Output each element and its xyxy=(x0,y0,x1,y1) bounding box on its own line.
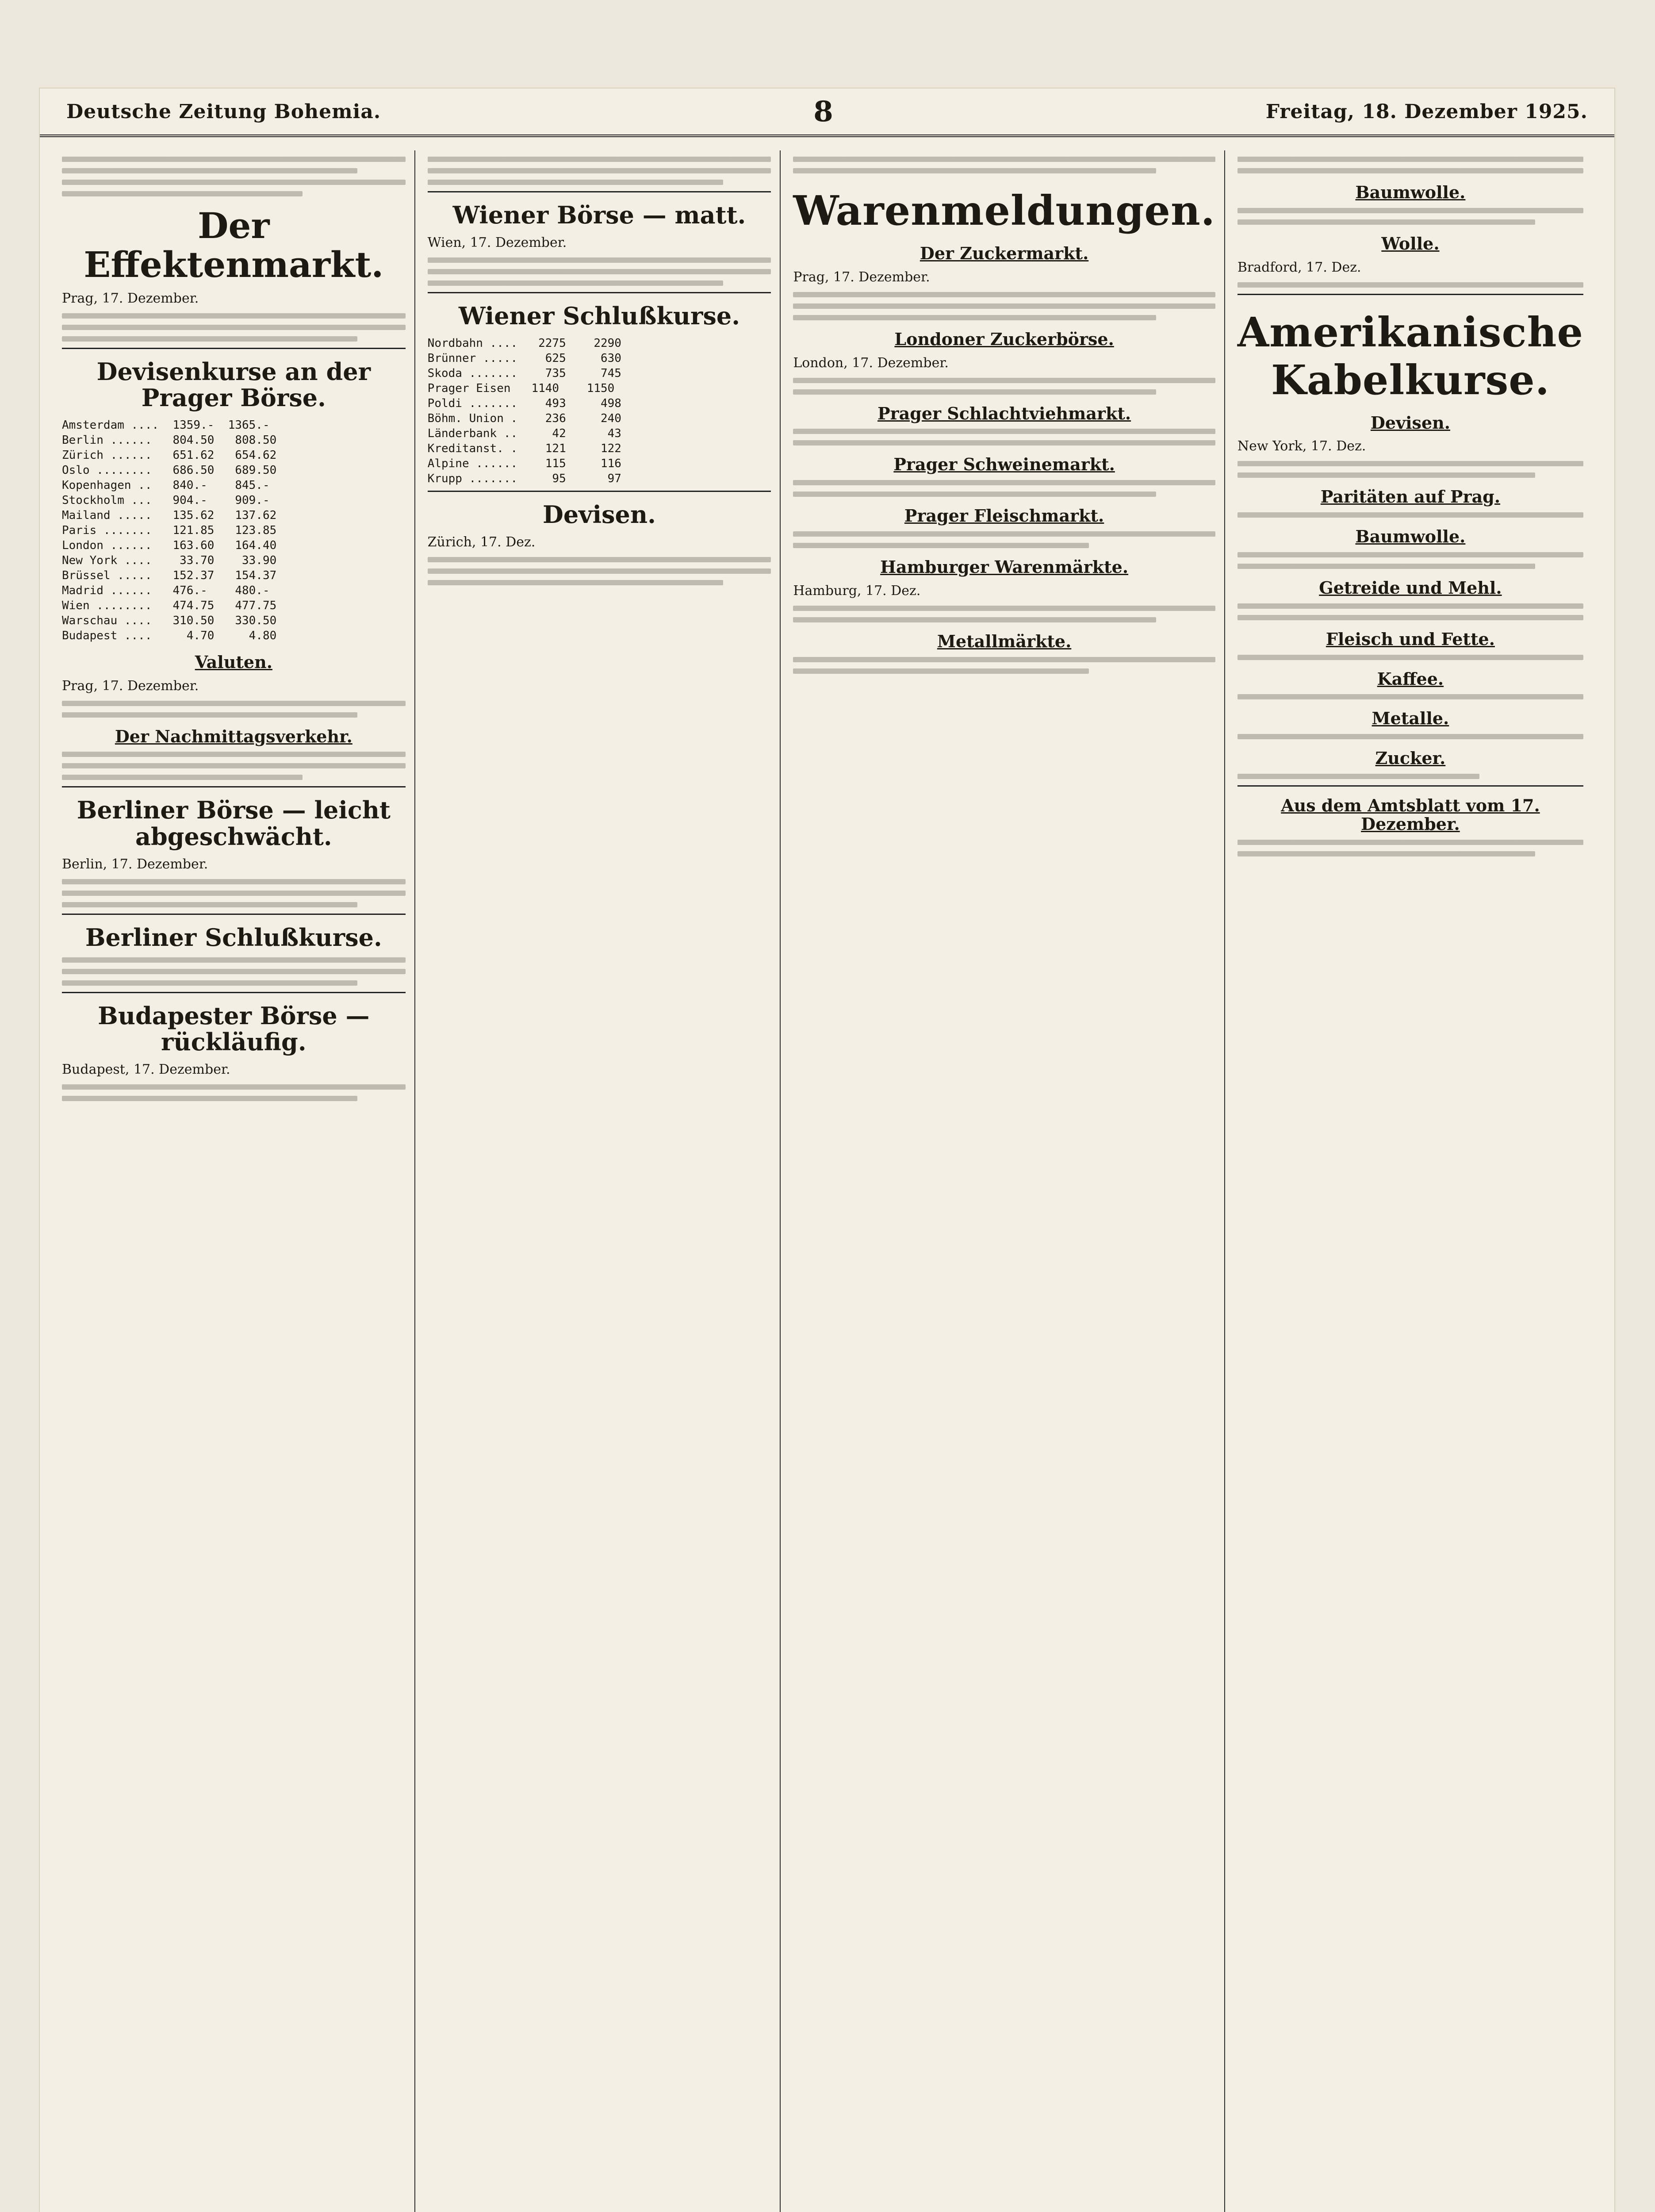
section-heading: Der Zuckermarkt. xyxy=(919,243,1089,263)
text-line xyxy=(428,568,771,574)
text-line xyxy=(793,543,1088,548)
text-line xyxy=(428,180,723,185)
dateline: Prag, 17. Dezember. xyxy=(62,678,199,694)
column-1 xyxy=(62,150,415,2212)
text-line xyxy=(428,557,771,562)
section-heading: Baumwolle. xyxy=(1355,526,1466,547)
text-line xyxy=(428,580,723,585)
divider xyxy=(428,491,771,492)
text-line xyxy=(62,701,406,706)
divider xyxy=(1237,785,1583,787)
text-line xyxy=(793,668,1088,674)
divider xyxy=(62,348,406,349)
text-line xyxy=(62,763,406,768)
text-line xyxy=(1237,694,1583,699)
text-line xyxy=(793,440,1215,445)
text-line xyxy=(62,879,406,884)
section-heading: Devisen. xyxy=(543,500,656,529)
text-line xyxy=(62,775,303,780)
text-line xyxy=(793,657,1215,662)
text-line xyxy=(793,168,1156,173)
section-heading: Aus dem Amtsblatt vom 17. Dezember. xyxy=(1281,795,1540,834)
section-heading: Fleisch und Fette. xyxy=(1326,629,1495,649)
text-line xyxy=(1237,655,1583,660)
text-line xyxy=(793,617,1156,622)
text-line xyxy=(62,980,357,986)
section-heading: Devisen. xyxy=(1370,412,1450,433)
text-line xyxy=(1237,840,1583,845)
text-line xyxy=(1237,734,1583,739)
column-3 xyxy=(793,150,1225,2212)
section-heading: Zucker. xyxy=(1375,748,1446,768)
section-heading: Der Nachmittagsverkehr. xyxy=(115,726,352,746)
dateline: Prag, 17. Dezember. xyxy=(62,291,199,306)
text-line xyxy=(1237,774,1479,779)
text-line xyxy=(62,1084,406,1090)
text-line xyxy=(62,752,406,757)
dateline: Zürich, 17. Dez. xyxy=(427,534,536,550)
section-title: Amerikanische Kabelkurse. xyxy=(1237,308,1583,404)
section-heading: Der Effektenmarkt. xyxy=(84,205,384,285)
text-line xyxy=(62,902,357,907)
section-heading: Wiener Börse — matt. xyxy=(452,201,746,229)
text-line xyxy=(62,180,406,185)
schlusskurse-table: Nordbahn .... 2275 2290 Brünner ..... 625 630 Skoda ....... 735 745 Prager Eisen 1140 1150 Poldi ....... 493 498 Böhm. Union . 236 240 Länderbank .. 42 43 Kreditanst. . 121 122 Alpine ...... 115 116 Krupp ....... 95 97 xyxy=(427,336,621,485)
text-line xyxy=(428,168,771,173)
text-line xyxy=(793,429,1215,434)
section-heading: Prager Fleischmarkt. xyxy=(904,506,1104,526)
text-line xyxy=(62,157,406,162)
masthead-title: Deutsche Zeitung Bohemia. xyxy=(66,100,381,123)
text-line xyxy=(1237,168,1583,173)
text-line xyxy=(62,313,406,319)
dateline: Bradford, 17. Dez. xyxy=(1237,259,1361,275)
section-heading: Kaffee. xyxy=(1377,668,1444,689)
text-line xyxy=(1237,564,1535,569)
section-heading: Berliner Schlußkurse. xyxy=(85,923,382,952)
section-heading: Valuten. xyxy=(195,652,272,672)
dateline: Budapest, 17. Dezember. xyxy=(62,1062,230,1078)
text-line xyxy=(428,157,771,162)
section-heading: Metalle. xyxy=(1372,708,1449,729)
text-line xyxy=(793,303,1215,309)
divider xyxy=(62,786,406,787)
section-heading: Wiener Schlußkurse. xyxy=(458,302,740,330)
text-line xyxy=(1237,603,1583,609)
text-line xyxy=(1237,157,1583,162)
text-line xyxy=(62,325,406,330)
text-line xyxy=(793,315,1156,320)
text-line xyxy=(793,157,1215,162)
section-heading: Metallmärkte. xyxy=(937,631,1072,651)
text-line xyxy=(1237,219,1535,225)
section-title: Warenmeldungen. xyxy=(793,187,1215,234)
section-heading: Paritäten auf Prag. xyxy=(1320,487,1501,507)
text-line xyxy=(62,168,357,173)
text-line xyxy=(793,531,1215,537)
section-heading: Baumwolle. xyxy=(1355,182,1466,202)
divider xyxy=(428,191,771,192)
text-line xyxy=(62,336,357,342)
text-line xyxy=(62,1096,357,1101)
text-line xyxy=(1237,552,1583,557)
text-line xyxy=(1237,512,1583,518)
text-line xyxy=(793,480,1215,485)
devisen-table: Amsterdam .... 1359.- 1365.- Berlin ...... 804.50 808.50 Zürich ...... 651.62 654.62 Oslo ........ 686.50 689.50 Kopenhagen .. 840.- 845.- Stockholm ... 904.- 909.- Mailand ..... 135.62 137.62 Paris ....... 121.85 123.85 London ...... 163.60 164.40 New York .... 33.70 33.90 Brüssel ..... 152.37 154.37 Madrid ...... 476.- 480.- Wien ........ 474.75 477.75 Warschau .... 310.50 330.50 Budapest .... 4.70 4.80 xyxy=(62,418,277,642)
column-2 xyxy=(428,150,781,2212)
text-line xyxy=(793,492,1156,497)
dateline: Hamburg, 17. Dez. xyxy=(793,583,921,599)
section-heading: Prager Schweinemarkt. xyxy=(893,454,1115,475)
article-columns xyxy=(62,150,1592,2212)
text-line xyxy=(62,891,406,896)
text-line xyxy=(1237,461,1583,466)
text-line xyxy=(62,969,406,974)
section-heading: Berliner Börse — leicht abgeschwächt. xyxy=(77,796,391,851)
section-heading: Getreide und Mehl. xyxy=(1319,577,1502,598)
text-line xyxy=(1237,208,1583,213)
divider xyxy=(62,992,406,993)
text-line xyxy=(1237,472,1535,478)
section-heading: Budapester Börse — rückläufig. xyxy=(98,1001,370,1056)
dateline: Berlin, 17. Dezember. xyxy=(62,856,208,872)
text-line xyxy=(428,280,723,286)
text-line xyxy=(62,191,303,196)
section-heading: Prager Schlachtviehmarkt. xyxy=(877,403,1131,423)
divider xyxy=(1237,294,1583,295)
masthead xyxy=(40,88,1614,137)
text-line xyxy=(793,378,1215,383)
text-line xyxy=(793,292,1215,297)
text-line xyxy=(1237,851,1535,856)
masthead-date: Freitag, 18. Dezember 1925. xyxy=(1265,100,1588,123)
section-heading: Londoner Zuckerbörse. xyxy=(894,329,1114,349)
dateline: New York, 17. Dez. xyxy=(1237,438,1366,454)
divider xyxy=(62,914,406,915)
text-line xyxy=(62,712,357,718)
column-4 xyxy=(1237,150,1592,2212)
text-line xyxy=(793,606,1215,611)
text-line xyxy=(428,257,771,263)
text-line xyxy=(62,957,406,963)
dateline: Prag, 17. Dezember. xyxy=(793,269,930,285)
section-heading: Hamburger Warenmärkte. xyxy=(880,557,1129,577)
text-line xyxy=(428,269,771,274)
section-heading: Wolle. xyxy=(1381,233,1440,253)
dateline: London, 17. Dezember. xyxy=(793,355,949,371)
divider xyxy=(428,292,771,293)
text-line xyxy=(793,389,1156,395)
section-heading: Devisenkurse an der Prager Börse. xyxy=(96,357,371,412)
text-line xyxy=(1237,282,1583,288)
text-line xyxy=(1237,615,1583,620)
dateline: Wien, 17. Dezember. xyxy=(427,235,567,251)
page-number: 8 xyxy=(813,95,833,128)
